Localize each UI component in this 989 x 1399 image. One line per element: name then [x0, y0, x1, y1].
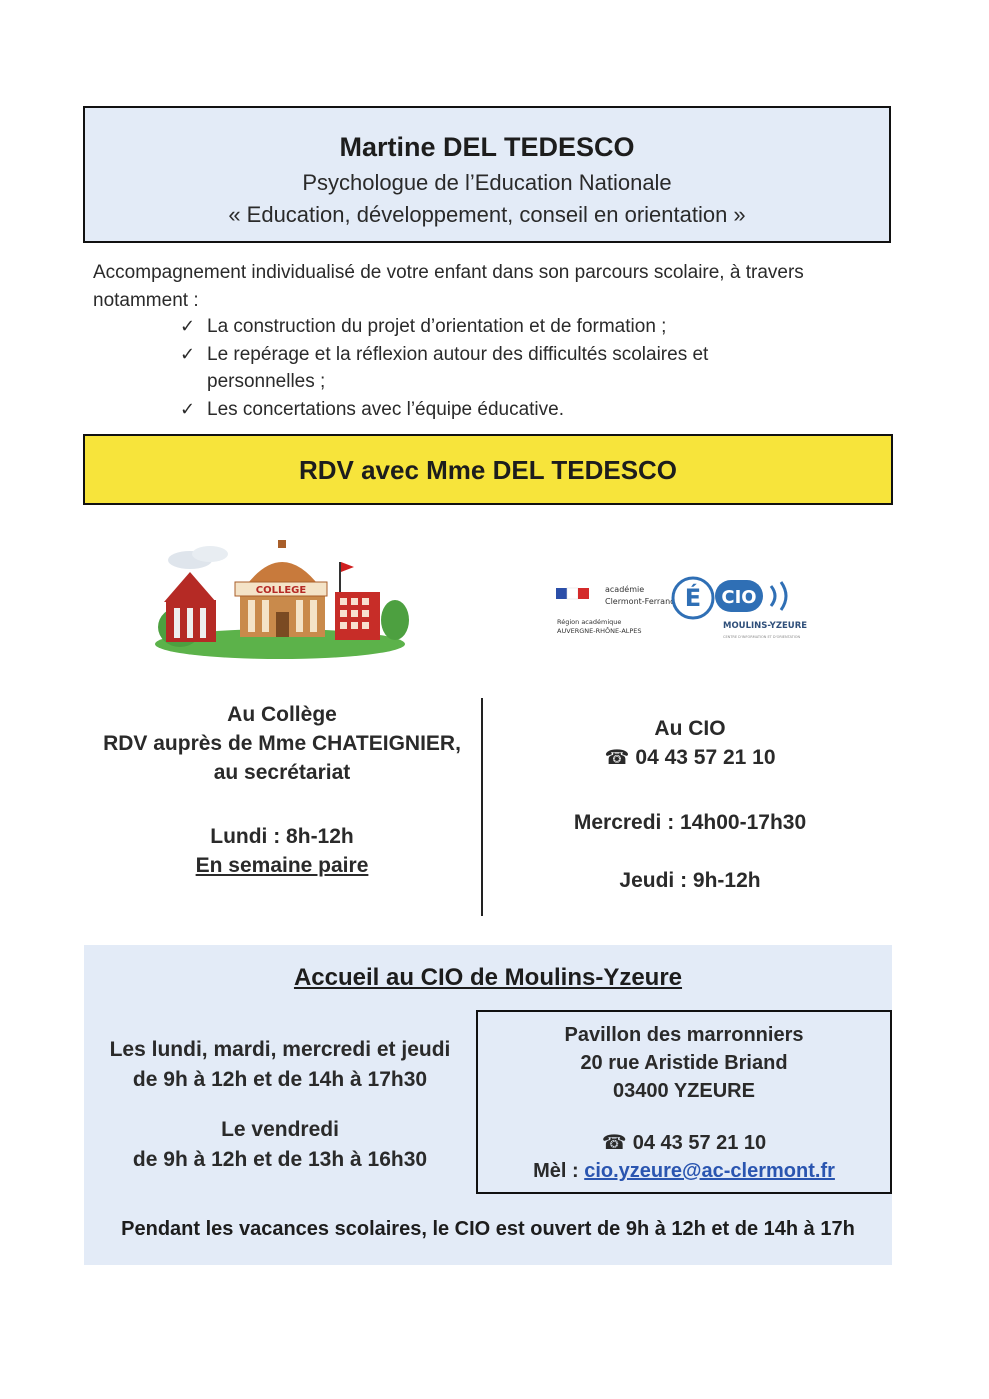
address-name: Pavillon des marronniers — [564, 1024, 804, 1046]
cio-thursday: Jeudi : 9h-12h — [619, 869, 761, 892]
cio-tagline: CENTRE D'INFORMATION ET D'ORIENTATION — [723, 635, 801, 639]
accueil-title: Accueil au CIO de Moulins-Yzeure — [293, 964, 683, 991]
phone-icon: ☎ — [604, 747, 630, 769]
opening-days: Les lundi, mardi, mercredi et jeudi — [109, 1038, 451, 1061]
psychologist-specialty: « Education, développement, conseil en orientation » — [228, 202, 746, 227]
mission-list — [180, 313, 820, 423]
opening-days-hours: de 9h à 12h et de 14h à 17h30 — [132, 1068, 428, 1091]
address-mail — [478, 1157, 890, 1185]
list-item — [180, 313, 820, 341]
opening-friday-hours: de 9h à 12h et de 13h à 16h30 — [132, 1148, 428, 1171]
academie-line2: Clermont-Ferrand — [605, 597, 676, 606]
address-box — [476, 1010, 892, 1194]
list-item — [180, 396, 820, 424]
mail-link[interactable]: cio.yzeure@ac-clermont.fr — [584, 1160, 835, 1182]
opening-hours — [84, 1035, 476, 1175]
svg-text:É: É — [684, 584, 702, 612]
list-item-text: La construction du projet d’orientation et de formation ; — [207, 316, 667, 337]
holiday-note: Pendant les vacances scolaires, le CIO est ouvert de 9h à 12h et de 14h à 17h — [121, 1218, 855, 1240]
college-week: En semaine paire — [195, 854, 369, 877]
list-item-text: Le repérage et la réflexion autour des difficultés scolaires et personnelles ; — [207, 343, 709, 392]
address-street: 20 rue Aristide Briand — [580, 1052, 788, 1074]
region-line2: AUVERGNE-RHÔNE-ALPES — [557, 627, 642, 635]
rdv-banner — [83, 434, 893, 505]
cio-rdv-column — [490, 714, 890, 895]
academie-line1: académie — [605, 585, 645, 594]
college-label: COLLEGE — [255, 585, 307, 596]
check-icon: ✓ — [180, 343, 196, 364]
address-city: 03400 YZEURE — [613, 1080, 755, 1102]
cio-wednesday: Mercredi : 14h00-17h30 — [573, 811, 807, 834]
opening-friday: Le vendredi — [221, 1118, 339, 1141]
column-divider — [481, 698, 483, 916]
intro-text: Accompagnement individualisé de votre enfant dans son parcours scolaire, à travers notamment : — [93, 262, 804, 311]
cio-phone — [490, 743, 890, 773]
college-illustration — [150, 532, 415, 662]
college-heading: Au Collège — [227, 703, 337, 726]
check-icon: ✓ — [180, 398, 196, 419]
list-item — [180, 341, 820, 396]
rdv-title: RDV avec Mme DEL TEDESCO — [298, 455, 678, 485]
college-day: Lundi : 8h-12h — [210, 825, 354, 848]
psychologist-name: Martine DEL TEDESCO — [339, 132, 635, 162]
list-item-text: Les concertations avec l’équipe éducative. — [207, 398, 565, 420]
cio-heading: Au CIO — [654, 717, 726, 740]
cio-phone-number: 04 43 57 21 10 — [635, 746, 776, 769]
phone-icon: ☎ — [601, 1132, 627, 1154]
check-icon: ✓ — [180, 316, 196, 336]
region-line1: Région académique — [557, 618, 622, 626]
college-location: au secrétariat — [213, 761, 351, 784]
address-phone — [478, 1129, 890, 1157]
header-box — [83, 106, 891, 243]
accueil-panel — [84, 945, 892, 1265]
psychologist-title: Psychologue de l’Education Nationale — [302, 170, 672, 195]
cio-city: MOULINS-YZEURE — [723, 621, 808, 631]
college-rdv-column — [86, 700, 478, 880]
address-phone-number: 04 43 57 21 10 — [632, 1132, 767, 1154]
college-contact: RDV auprès de Mme CHATEIGNIER, — [103, 732, 461, 755]
cio-logo — [553, 568, 825, 644]
mail-label: Mèl : — [533, 1160, 585, 1182]
cio-logo-text: CIO — [721, 587, 757, 608]
